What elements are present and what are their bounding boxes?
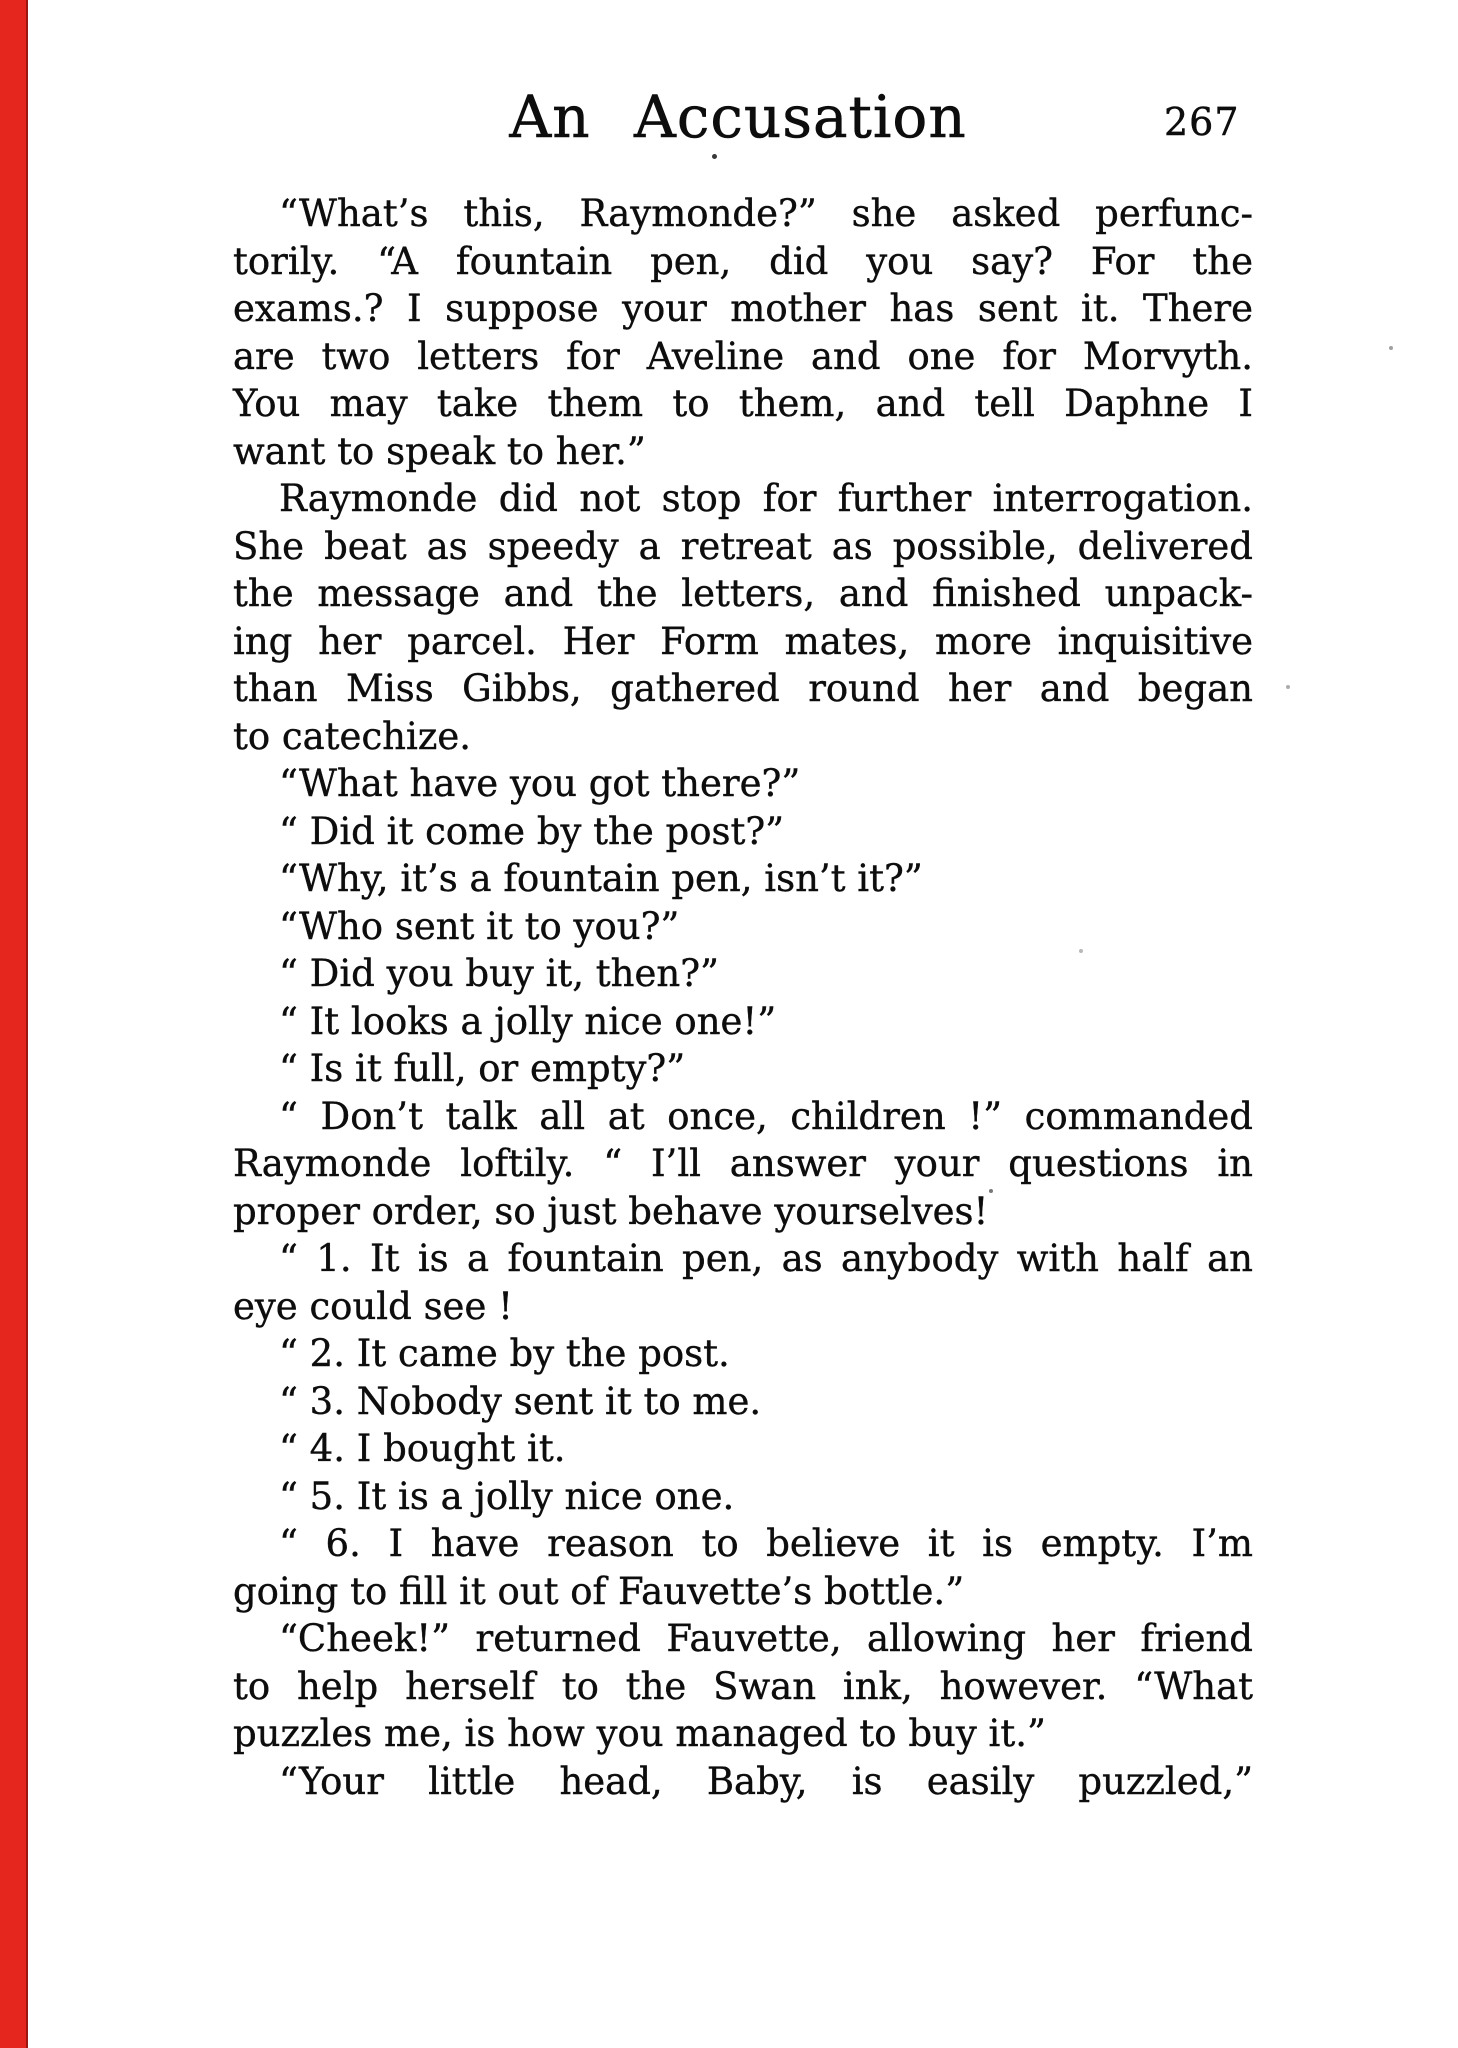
text-line: “Your little head, Baby, is easily puzzled,” <box>279 1759 1253 1803</box>
text-line: proper order, so just behave yourselves! <box>233 1189 989 1233</box>
scan-speck <box>1286 685 1290 689</box>
text-line: You may take them to them, and tell Daphne I <box>233 382 1253 425</box>
text-line: torily. “A fountain pen, did you say? For the <box>233 239 1253 283</box>
text-line: than Miss Gibbs, gathered round her and began <box>233 667 1253 710</box>
text-line: exams.? I suppose your mother has sent it. There <box>233 287 1253 330</box>
text-line: “ Don’t talk all at once, children !” commanded <box>279 1094 1253 1138</box>
scan-speck <box>989 1189 993 1193</box>
text-line: “Cheek!” returned Fauvette, allowing her friend <box>279 1617 1253 1660</box>
text-line: want to speak to her.” <box>233 429 646 473</box>
text-line: “What have you got there?” <box>279 762 801 805</box>
text-line: “ Did it come by the post?” <box>279 809 785 853</box>
text-line: are two letters for Aveline and one for Morvyth. <box>233 334 1253 378</box>
text-line: Raymonde loftily. “ I’ll answer your questions in <box>233 1142 1253 1185</box>
text-line: “ 1. It is a fountain pen, as anybody with half an <box>279 1237 1253 1280</box>
page-title: An Accusation <box>509 83 967 151</box>
book-edge-strip <box>0 0 28 2048</box>
scan-speck <box>1389 346 1393 350</box>
text-line: “ 2. It came by the post. <box>279 1332 730 1375</box>
text-block <box>233 190 1253 1805</box>
text-line: “Why, it’s a fountain pen, isn’t it?” <box>279 857 923 900</box>
text-line: “ 5. It is a jolly nice one. <box>279 1474 735 1518</box>
page-number: 267 <box>1164 100 1240 144</box>
text-line: “Who sent it to you?” <box>279 904 680 948</box>
text-line: Raymonde did not stop for further interrogation. <box>279 477 1253 520</box>
text-line: “ 3. Nobody sent it to me. <box>279 1379 762 1423</box>
text-line: ing her parcel. Her Form mates, more inquisitive <box>233 619 1253 663</box>
text-line: She beat as speedy a retreat as possible, delivered <box>233 524 1253 568</box>
text-line: “ 4. I bought it. <box>279 1427 566 1470</box>
text-line: “ It looks a jolly nice one!” <box>279 999 777 1043</box>
scan-speck <box>1079 949 1083 953</box>
text-line: going to fill it out of Fauvette’s bottle.” <box>233 1569 965 1613</box>
text-line: to help herself to the Swan ink, however. “What <box>233 1664 1253 1708</box>
text-line: eye could see ! <box>233 1284 513 1328</box>
text-line: the message and the letters, and finished unpack- <box>233 572 1253 615</box>
scan-speck <box>712 154 717 159</box>
text-line: to catechize. <box>233 714 471 758</box>
text-line: “ Did you buy it, then?” <box>279 952 719 995</box>
text-line: “ 6. I have reason to believe it is empty. I’m <box>279 1522 1253 1565</box>
text-line: puzzles me, is how you managed to buy it.” <box>233 1712 1046 1755</box>
text-line: “What’s this, Raymonde?” she asked perfunc- <box>279 192 1253 235</box>
text-line: “ Is it full, or empty?” <box>279 1047 686 1090</box>
